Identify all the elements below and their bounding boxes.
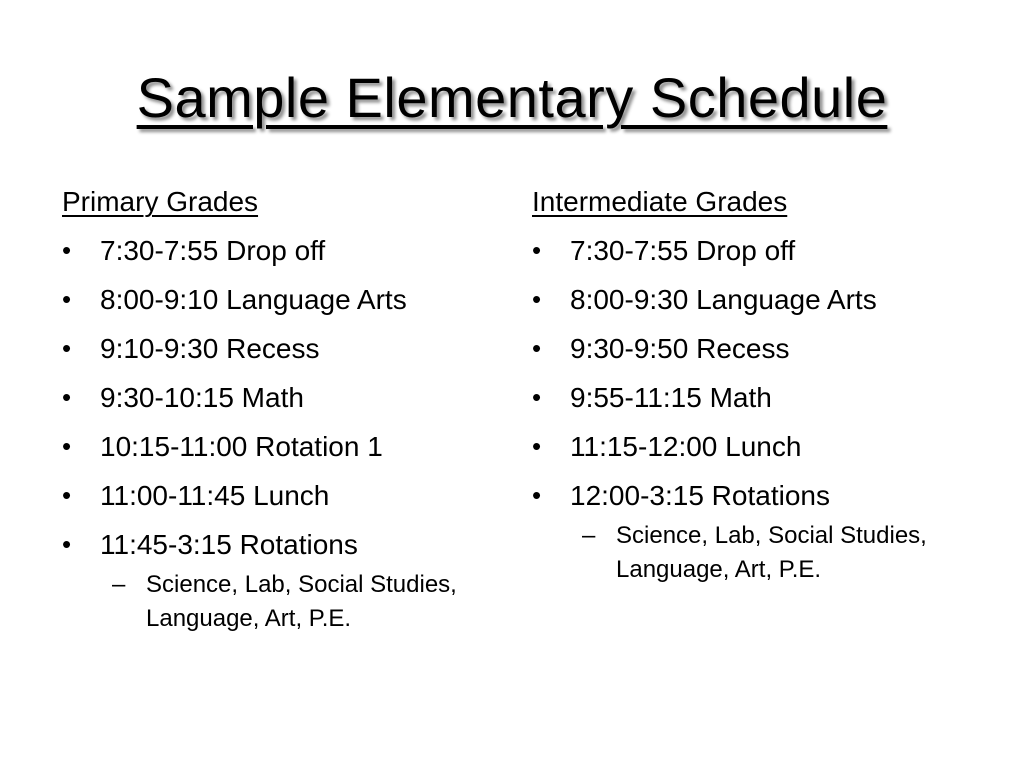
sub-item-text: Science, Lab, Social Studies, Language, Art, P.E.: [146, 571, 457, 632]
primary-grades-column: [62, 183, 502, 636]
schedule-entry: 9:10-9:30 Recess: [100, 333, 320, 364]
list-item: [532, 427, 972, 466]
slide-title: Sample Elementary Schedule: [136, 66, 888, 129]
schedule-entry: 12:00-3:15 Rotations: [570, 480, 830, 511]
schedule-entry: 11:45-3:15 Rotations: [100, 529, 358, 560]
bullet-icon: •: [62, 382, 72, 412]
schedule-entry: 7:30-7:55 Drop off: [570, 235, 796, 266]
bullet-icon: •: [62, 235, 72, 265]
list-item: [532, 329, 972, 368]
intermediate-rotations-subitem: [532, 519, 976, 587]
list-item: [62, 329, 502, 368]
schedule-entry: 7:30-7:55 Drop off: [100, 235, 326, 266]
primary-schedule-list: [62, 231, 502, 564]
list-item: [532, 280, 972, 319]
bullet-icon: •: [532, 382, 542, 412]
schedule-entry: 11:00-11:45 Lunch: [100, 480, 330, 511]
intermediate-grades-heading: Intermediate Grades: [532, 186, 788, 217]
list-item: [532, 476, 972, 515]
list-item: [62, 427, 502, 466]
bullet-icon: •: [62, 480, 72, 510]
list-item: [62, 280, 502, 319]
list-item: [532, 231, 972, 270]
schedule-entry: 11:15-12:00 Lunch: [570, 431, 802, 462]
bullet-icon: •: [62, 284, 72, 314]
bullet-icon: •: [532, 284, 542, 314]
primary-rotations-subitem: [62, 568, 506, 636]
schedule-entry: 9:30-10:15 Math: [100, 382, 304, 413]
schedule-entry: 9:30-9:50 Recess: [570, 333, 790, 364]
list-item: [62, 476, 502, 515]
sub-item-text: Science, Lab, Social Studies, Language, Art, P.E.: [616, 522, 927, 583]
schedule-entry: 9:55-11:15 Math: [570, 382, 772, 413]
bullet-icon: •: [62, 529, 72, 559]
bullet-icon: •: [62, 431, 72, 461]
schedule-entry: 8:00-9:30 Language Arts: [570, 284, 877, 315]
dash-icon: –: [582, 522, 596, 549]
bullet-icon: •: [532, 235, 542, 265]
list-item: [62, 525, 502, 564]
primary-grades-heading: Primary Grades: [62, 186, 259, 217]
bullet-icon: •: [532, 333, 542, 363]
list-item: [62, 378, 502, 417]
bullet-icon: •: [532, 431, 542, 461]
schedule-entry: 10:15-11:00 Rotation 1: [100, 431, 383, 462]
schedule-entry: 8:00-9:10 Language Arts: [100, 284, 407, 315]
bullet-icon: •: [62, 333, 72, 363]
dash-icon: –: [112, 571, 126, 598]
intermediate-grades-column: [532, 183, 972, 587]
intermediate-schedule-list: [532, 231, 972, 515]
list-item: [62, 231, 502, 270]
list-item: [532, 378, 972, 417]
bullet-icon: •: [532, 480, 542, 510]
